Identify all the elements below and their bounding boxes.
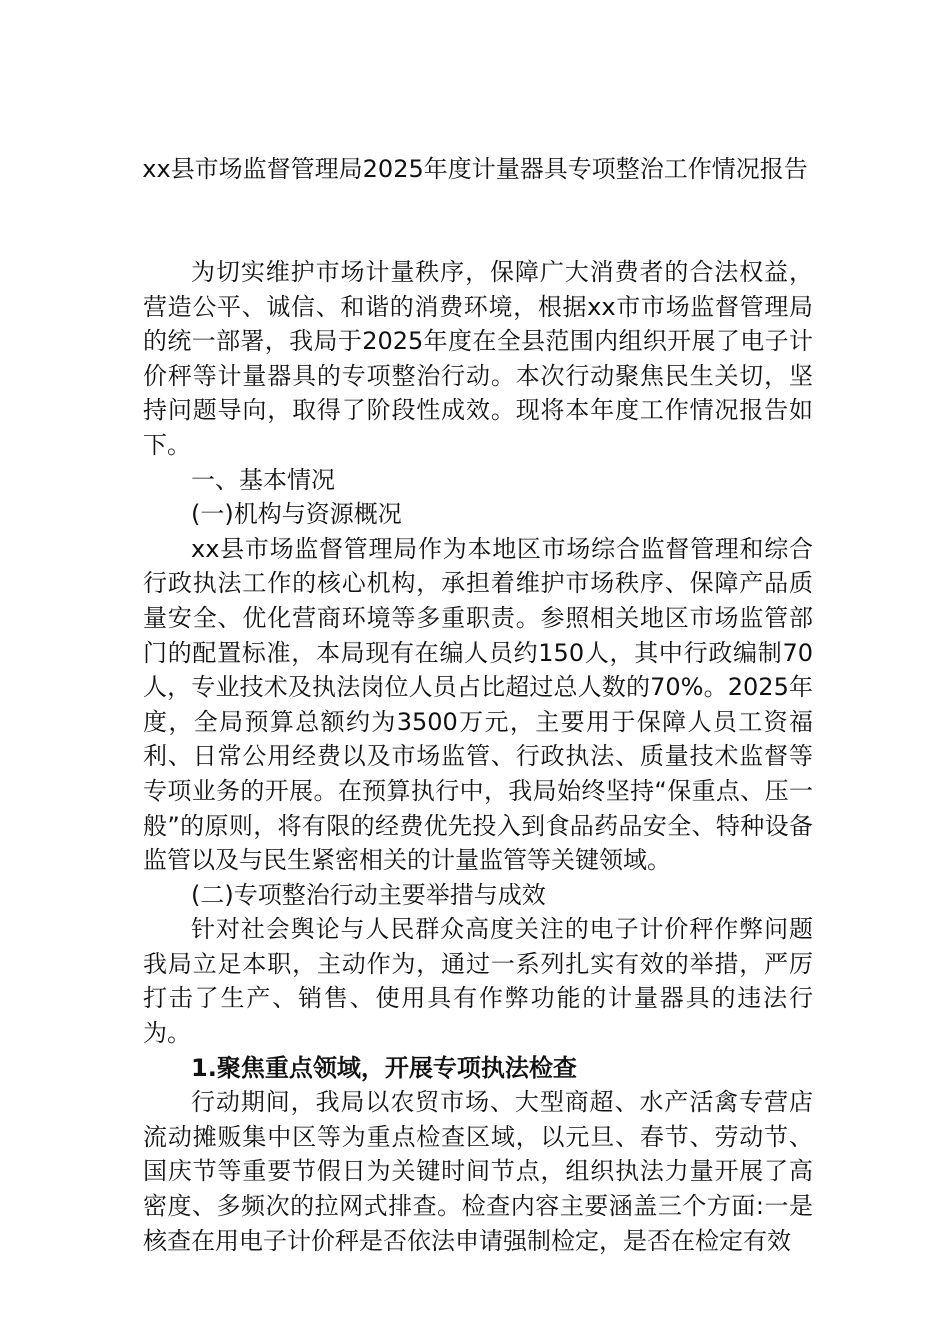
paragraph-enforcement: 行动期间，我局以农贸市场、大型商超、水产活禽专营店流动摊贩集中区等为重点检查区域，以元旦、春节、劳动节、国庆节等重要节假日为关键时间节点，组织执法力量开展了高密度、多频次的拉网式排查。检查内容主要涵盖三个方面:一是核查在用电子计价秤是否依法申请强制检定，是否在检定有效 [143,1088,813,1255]
paragraph-organization: xx县市场监督管理局作为本地区市场综合监督管理和综合行政执法工作的核心机构，承担着维护市场秩序、保障产品质量安全、优化营商环境等多重职责。参照相关地区市场监管部门的配置标准，本局现有在编人员约150人，其中行政编制70人，专业技术及执法岗位人员占比超过总人数的70%。2025年度，全局预算总额约为3500万元，主要用于保障人员工资福利、日常公用经费以及市场监管、行政执法、质量技术监督等专项业务的开展。在预算执行中，我局始终坚持“保重点、压一般”的原则，将有限的经费优先投入到食品药品安全、特种设备监管以及与民生紧密相关的计量监管等关键领域。 [143,534,813,875]
document-body [143,255,813,1258]
bold-heading-enforcement: 1.聚焦重点领域，开展专项执法检查 [191,1053,577,1082]
paragraph-intro: 为切实维护市场计量秩序，保障广大消费者的合法权益，营造公平、诚信、和谐的消费环境，根据xx市市场监督管理局的统一部署，我局于2025年度在全县范围内组织开展了电子计价秤等计量器具的专项整治行动。本次行动聚焦民生关切，坚持问题导向，取得了阶段性成效。现将本年度工作情况报告如下。 [143,258,813,459]
subheading-organization: (一)机构与资源概况 [191,500,402,529]
subheading-measures: (二)专项整治行动主要举措与成效 [191,880,546,909]
heading-basic-situation: 一、基本情况 [191,465,335,494]
document-title: xx县市场监督管理局2025年度计量器具专项整治工作情况报告 [142,155,808,183]
paragraph-measures: 针对社会舆论与人民群众高度关注的电子计价秤作弊问题我局立足本职，主动作为，通过一系列扎实有效的举措，严厉打击了生产、销售、使用具有作弊功能的计量器具的违法行为。 [143,915,813,1048]
